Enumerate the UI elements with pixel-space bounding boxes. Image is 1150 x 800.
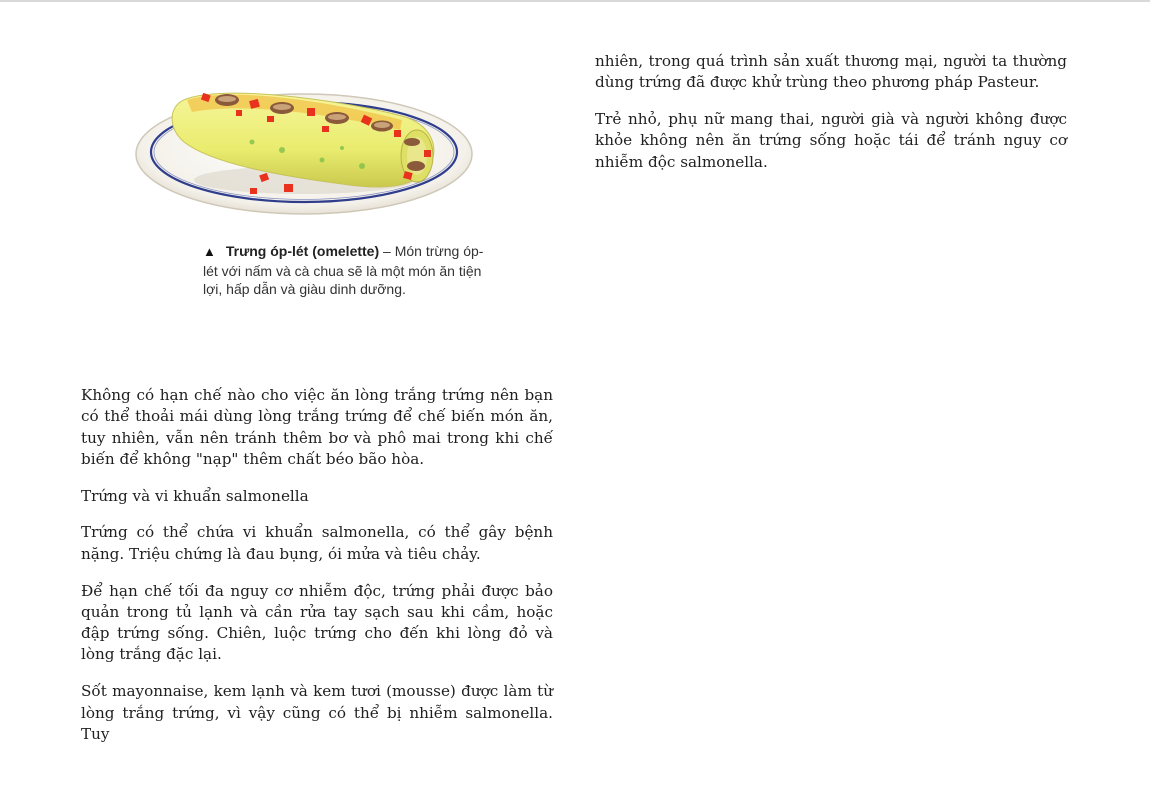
paragraph-egg-white: Không có hạn chế nào cho việc ăn lòng trắng trứng nên bạn có thể thoải mái dùng lòng trắng trứng để chế biến món ăn, tuy nhiên, vẫn nên tránh thêm bơ và phô mai trong khi chế biến để không "nạp" thêm chất béo bão hòa.	[81, 386, 553, 468]
paragraph-mayonnaise: Sốt mayonnaise, kem lạnh và kem tươi (mousse) được làm từ lòng trắng trứng, vì vậy cũng có thể bị nhiễm salmonella. Tuy	[81, 682, 553, 743]
caption-triangle-icon: ▲	[203, 244, 216, 259]
figure-caption	[203, 242, 498, 299]
paragraph-salmonella-symptoms: Trứng có thể chứa vi khuẩn salmonella, có thể gây bệnh nặng. Triệu chứng là đau bụng, ói mửa và tiêu chảy.	[81, 523, 553, 563]
paragraph-prevention: Để hạn chế tối đa nguy cơ nhiễm độc, trứng phải được bảo quản trong tủ lạnh và cần rửa tay sạch sau khi cầm, hoặc đập trứng sống. Chiên, luộc trứng cho đến khi lòng đỏ và lòng trắng đặc lại.	[81, 581, 553, 664]
page-top-border	[0, 0, 1150, 2]
section-heading-salmonella: Trứng và vi khuẩn salmonella	[81, 486, 309, 505]
caption-text: Món trừng óp-lét với nấm và cà chua sẽ là một món ăn tiện lợi, hấp dẫn và giàu dinh dưỡng.	[203, 243, 484, 297]
omelette-figure	[132, 72, 502, 302]
omelette-plate-image	[132, 72, 502, 222]
paragraph-pasteurized: nhiên, trong quá trình sản xuất thương mại, người ta thường dùng trứng đã được khử trùng theo phương pháp Pasteur.	[595, 52, 1067, 92]
left-column	[81, 385, 553, 761]
paragraph-at-risk-groups: Trẻ nhỏ, phụ nữ mang thai, người già và người không được khỏe không nên ăn trứng sống hoặc tái để tránh nguy cơ nhiễm độc salmonella.	[595, 110, 1067, 171]
caption-title: Trưng óp-lét (omelette)	[225, 243, 380, 259]
caption-dash: –	[383, 243, 391, 259]
right-column	[595, 51, 1067, 188]
